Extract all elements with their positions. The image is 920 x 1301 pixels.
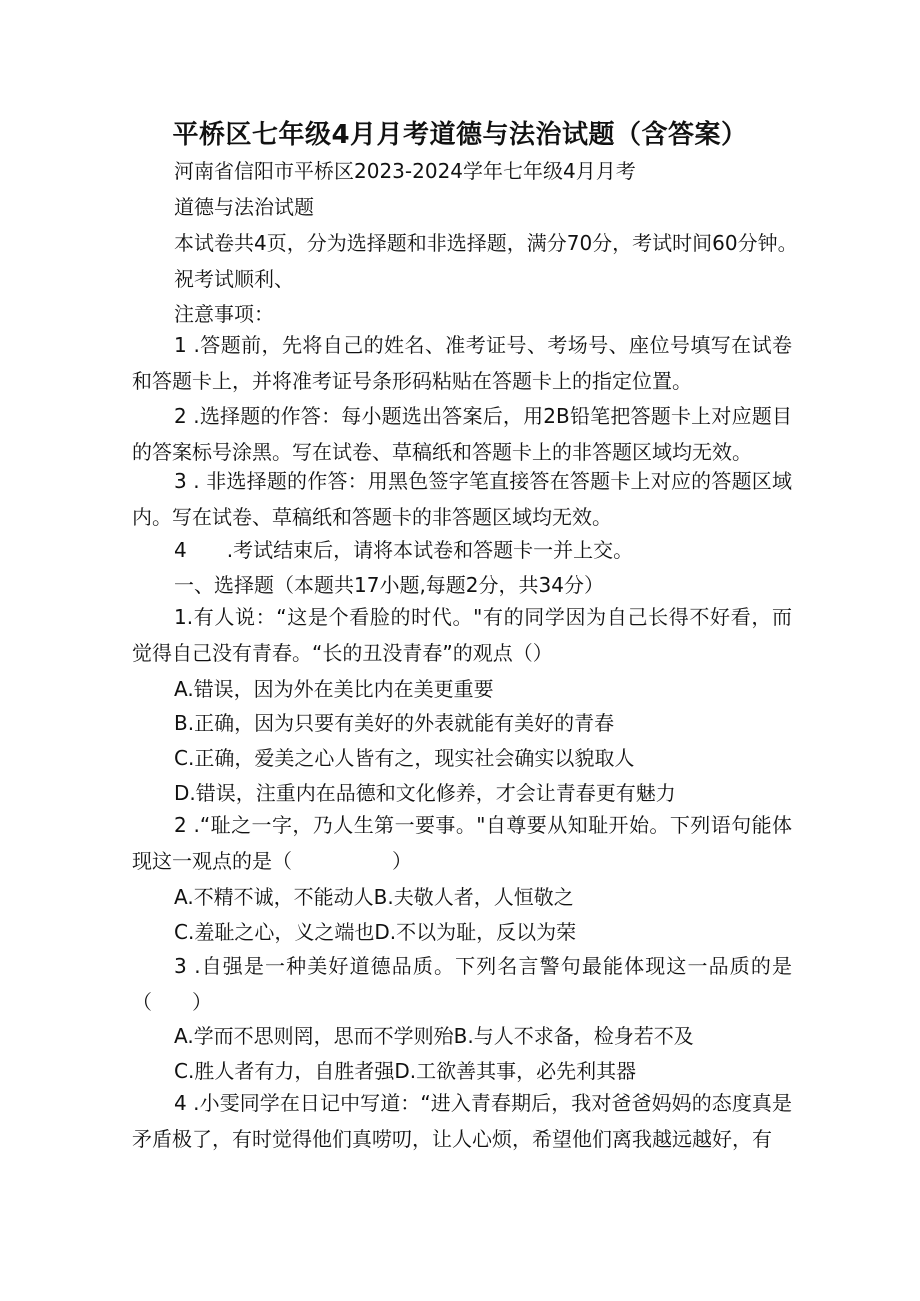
notice-heading: 注意事项：	[174, 302, 274, 326]
notice-item: 2 .选择题的作答：每小题选出答案后，用2B铅笔把答题卡上对应题目的答案标号涂黑。写在试卷、草稿纸和答题卡上的非答题区域均无效。	[132, 404, 792, 464]
exam-wish: 祝考试顺利、	[174, 267, 294, 291]
option-item: C.正确，爱美之心人皆有之，现实社会确实以貌取人	[174, 746, 635, 770]
exam-subtitle: 河南省信阳市平桥区2023-2024学年七年级4月月考	[174, 159, 636, 183]
question-4: 4 .小雯同学在日记中写道：“进入青春期后，我对爸爸妈妈的态度真是矛盾极了，有时觉得他们真唠叨，让人心烦，希望他们离我越远越好，有	[132, 1091, 792, 1151]
section-heading: 一、选择题（本题共17小题,每题2分，共34分）	[174, 573, 604, 597]
question-3: 3 .自强是一种美好道德品质。下列名言警句最能体现这一品质的是（ ）	[132, 954, 792, 1014]
option-item: A.学而不思则罔，思而不学则殆B.与人不求备，检身若不及	[174, 1024, 694, 1048]
option-item: C.羞耻之心，义之端也D.不以为耻，反以为荣	[174, 920, 577, 944]
exam-intro: 本试卷共4页，分为选择题和非选择题，满分70分，考试时间60分钟。	[174, 231, 798, 255]
notice-item: 4 .考试结束后，请将本试卷和答题卡一并上交。	[174, 538, 634, 562]
document-title: 平桥区七年级4月月考道德与法治试题（含答案）	[172, 120, 748, 150]
question-2: 2 .“耻之一字，乃人生第一要事。"自尊要从知耻开始。下列语句能体现这一观点的是（ ）	[132, 813, 792, 873]
option-item: A.错误，因为外在美比内在美更重要	[174, 677, 494, 701]
option-item: A.不精不诚，不能动人B.夫敬人者，人恒敬之	[174, 885, 574, 909]
option-item: D.错误，注重内在品德和文化修养，才会让青春更有魅力	[174, 781, 676, 805]
notice-item: 3 . 非选择题的作答：用黑色签字笔直接答在答题卡上对应的答题区域内。写在试卷、草稿纸和答题卡的非答题区域均无效。	[132, 469, 792, 529]
question-1: 1.有人说：“这是个看脸的时代。"有的同学因为自己长得不好看，而觉得自己没有青春。“长的丑没青春”的观点（）	[132, 605, 792, 665]
exam-subject: 道德与法治试题	[174, 195, 314, 219]
notice-item: 1 .答题前，先将自己的姓名、准考证号、考场号、座位号填写在试卷和答题卡上，并将准考证号条形码粘贴在答题卡上的指定位置。	[132, 333, 792, 393]
option-item: C.胜人者有力，自胜者强D.工欲善其事，必先利其器	[174, 1059, 637, 1083]
option-item: B.正确，因为只要有美好的外表就能有美好的青春	[174, 711, 615, 735]
